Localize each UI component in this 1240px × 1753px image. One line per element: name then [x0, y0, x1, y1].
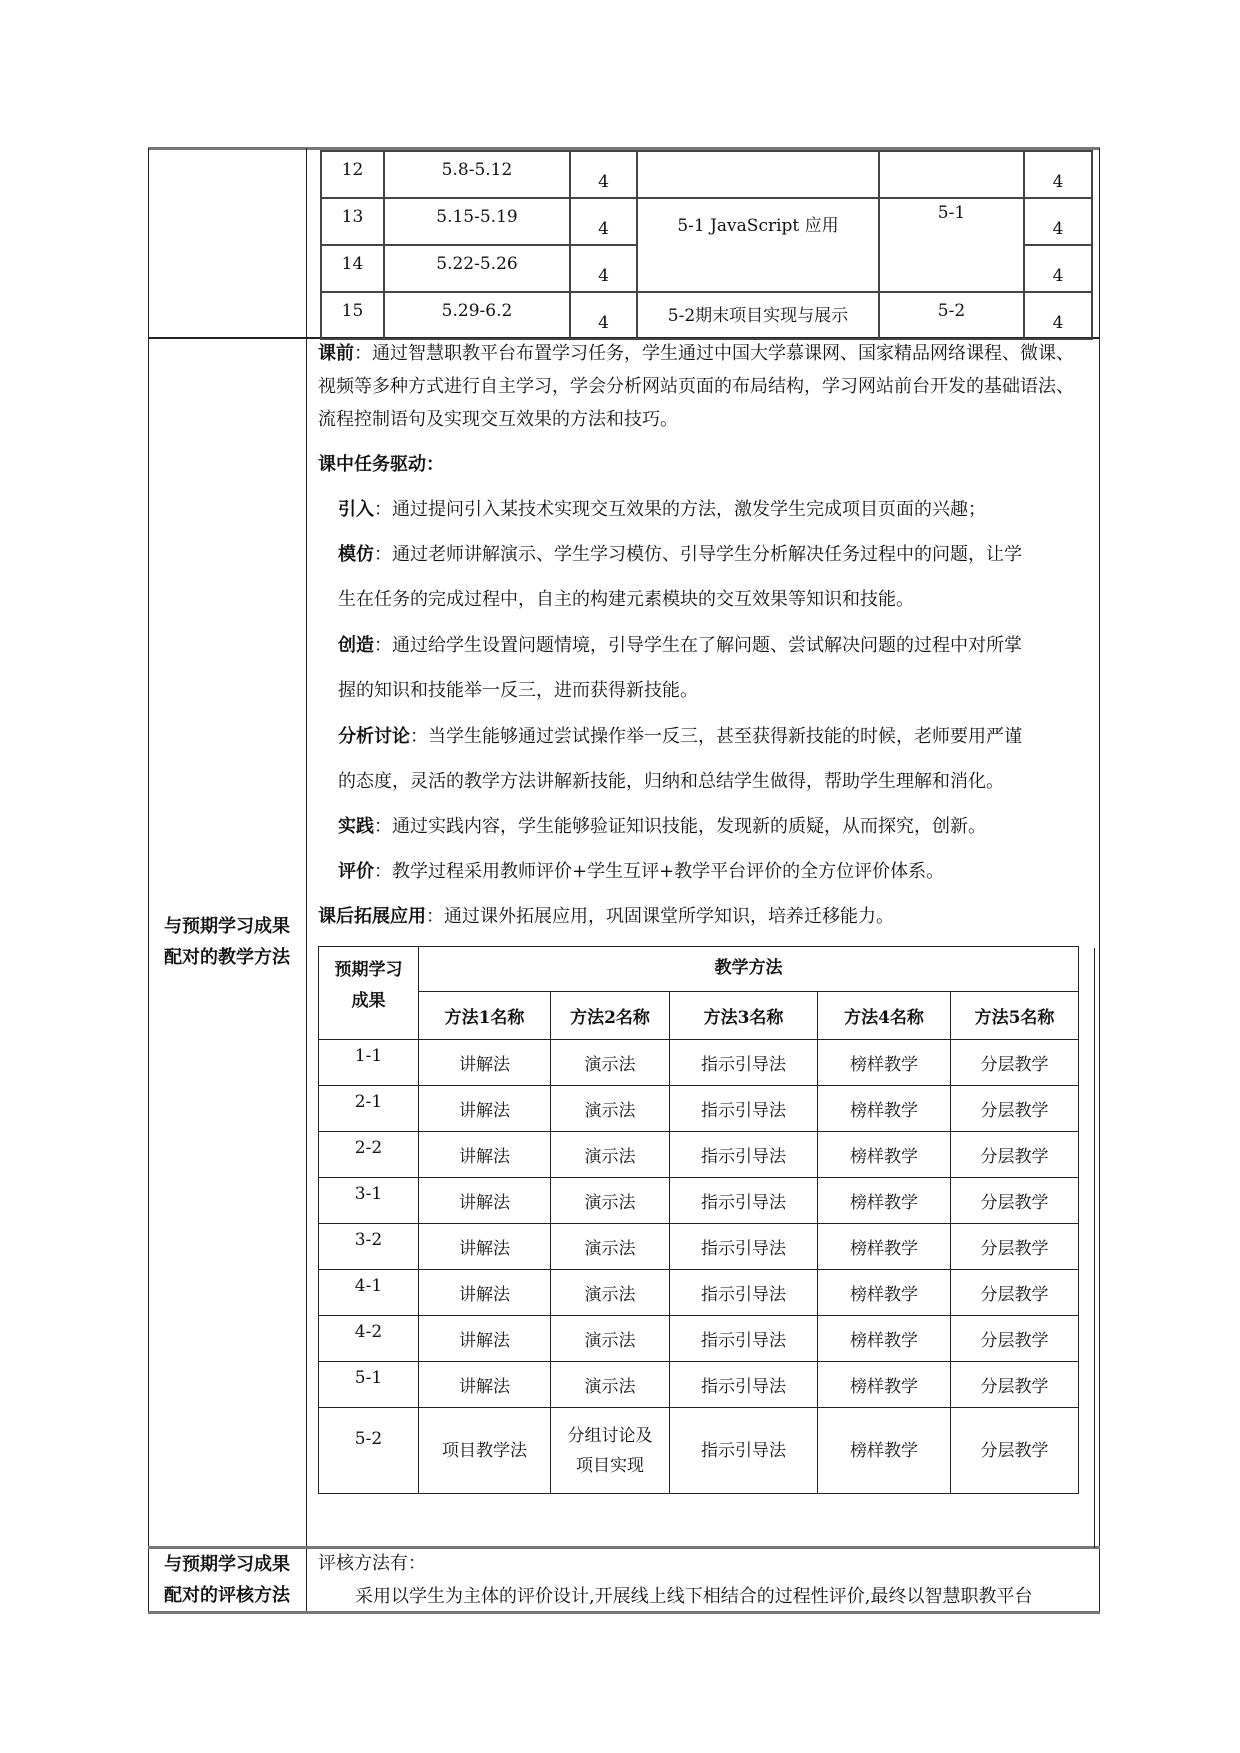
label-line: 与预期学习成果 — [164, 916, 290, 937]
practice-line — [338, 816, 986, 838]
imitate-line — [338, 544, 1022, 566]
method-cell: 分层教学 — [951, 1132, 1079, 1178]
schedule-table — [320, 150, 1093, 340]
table-row — [321, 198, 1092, 245]
method-column-header: 方法5名称 — [951, 992, 1079, 1040]
method-cell: 演示法 — [551, 1086, 670, 1132]
table-row — [319, 1408, 1079, 1494]
method-cell: 讲解法 — [419, 1224, 551, 1270]
method-cell: 指示引导法 — [670, 1040, 818, 1086]
outcome-cell: 3-1 — [319, 1178, 419, 1224]
hours-cell: 4 — [570, 245, 637, 292]
week-cell: 13 — [321, 198, 384, 245]
table-right-border — [1099, 148, 1100, 1614]
header-row — [319, 947, 1079, 992]
method-cell: 演示法 — [551, 1224, 670, 1270]
total-cell: 4 — [1024, 151, 1092, 198]
table-row — [321, 292, 1092, 339]
method-cell: 讲解法 — [419, 1178, 551, 1224]
method-cell: 讲解法 — [419, 1270, 551, 1316]
pre-class-line — [318, 343, 1074, 365]
hours-cell: 4 — [570, 198, 637, 245]
text-line: 的态度，灵活的教学方法讲解新技能，归纳和总结学生做得，帮助学生理解和消化。 — [338, 771, 1004, 792]
method-cell: 指示引导法 — [670, 1316, 818, 1362]
method-column-header: 方法3名称 — [670, 992, 818, 1040]
assessment-line: 采用以学生为主体的评价设计,开展线上线下相结合的过程性评价,最终以智慧职教平台 — [355, 1586, 1033, 1607]
text: ：通过实践内容，学生能够验证知识技能，发现新的质疑，从而探究，创新。 — [374, 816, 986, 837]
method-cell: 指示引导法 — [670, 1086, 818, 1132]
outcome-cell: 5-2 — [319, 1408, 419, 1494]
method-cell: 榜样教学 — [818, 1178, 951, 1224]
method-cell: 讲解法 — [419, 1132, 551, 1178]
table-row — [319, 1132, 1079, 1178]
table-row — [319, 1178, 1079, 1224]
label-line: 配对的评核方法 — [164, 1585, 290, 1606]
method-cell: 分层教学 — [951, 1224, 1079, 1270]
method-cell: 榜样教学 — [818, 1270, 951, 1316]
method-cell: 指示引导法 — [670, 1362, 818, 1408]
total-cell: 4 — [1024, 198, 1092, 245]
outcome-cell: 2-1 — [319, 1086, 419, 1132]
text: ：教学过程采用教师评价+学生互评+教学平台评价的全方位评价体系。 — [374, 861, 945, 882]
method-cell: 榜样教学 — [818, 1316, 951, 1362]
total-cell: 4 — [1024, 292, 1092, 339]
outcome-cell: 4-1 — [319, 1270, 419, 1316]
table-left-border — [148, 148, 149, 1614]
method-cell: 分层教学 — [951, 1316, 1079, 1362]
method-column-header: 方法1名称 — [419, 992, 551, 1040]
method-column-header: 方法2名称 — [551, 992, 670, 1040]
method-cell: 指示引导法 — [670, 1132, 818, 1178]
text: ：通过提问引入某技术实现交互效果的方法，激发学生完成项目页面的兴趣； — [374, 499, 986, 520]
title: 引入 — [338, 499, 374, 520]
week-cell: 12 — [321, 151, 384, 198]
method-cell: 分层教学 — [951, 1408, 1079, 1494]
assessment-line: 评核方法有： — [318, 1553, 426, 1574]
table-row — [321, 151, 1092, 198]
title: 模仿 — [338, 544, 374, 565]
title: 实践 — [338, 816, 374, 837]
hours-cell: 4 — [570, 151, 637, 198]
method-cell: 榜样教学 — [818, 1224, 951, 1270]
method-cell: 演示法 — [551, 1316, 670, 1362]
outcome-cell: 5-1 — [319, 1362, 419, 1408]
create-line — [338, 635, 1022, 657]
method-cell: 分层教学 — [951, 1362, 1079, 1408]
column-divider — [306, 148, 307, 1614]
text-line: 流程控制语句及实现交互效果的方法和技巧。 — [318, 409, 678, 430]
method-cell: 演示法 — [551, 1362, 670, 1408]
project-cell: 5-2期末项目实现与展示 — [637, 292, 879, 339]
method-cell: 指示引导法 — [670, 1178, 818, 1224]
method-cell: 项目教学法 — [419, 1408, 551, 1494]
method-cell: 分层教学 — [951, 1270, 1079, 1316]
method-cell: 分层教学 — [951, 1040, 1079, 1086]
title: 创造 — [338, 635, 374, 656]
evaluation-line — [338, 861, 944, 883]
method-cell: 榜样教学 — [818, 1086, 951, 1132]
method-cell: 讲解法 — [419, 1040, 551, 1086]
post-class-line — [318, 906, 894, 928]
dates-cell: 5.22-5.26 — [384, 245, 570, 292]
table-row — [319, 1224, 1079, 1270]
assessment-label — [148, 1549, 306, 1611]
method-cell: 分层教学 — [951, 1178, 1079, 1224]
week-cell: 14 — [321, 245, 384, 292]
outcome-cell: 3-2 — [319, 1224, 419, 1270]
method-cell: 演示法 — [551, 1132, 670, 1178]
method-group-header: 教学方法 — [419, 947, 1079, 992]
in-class-title: 课中任务驱动： — [318, 454, 444, 475]
table-row — [319, 1316, 1079, 1362]
label-line: 配对的教学方法 — [164, 947, 290, 968]
text: ：通过老师讲解演示、学生学习模仿、引导学生分析解决任务过程中的问题，让学 — [374, 544, 1022, 565]
methods-table — [318, 946, 1079, 1494]
method-cell: 榜样教学 — [818, 1362, 951, 1408]
method-cell: 榜样教学 — [818, 1132, 951, 1178]
inner-right-border — [1094, 948, 1095, 1548]
method-cell: 指示引导法 — [670, 1224, 818, 1270]
text-line: 生在任务的完成过程中，自主的构建元素模块的交互效果等知识和技能。 — [338, 589, 914, 610]
text: ：当学生能够通过尝试操作举一反三，甚至获得新技能的时候，老师要用严谨 — [410, 726, 1022, 747]
dates-cell: 5.15-5.19 — [384, 198, 570, 245]
outcome-cell: 1-1 — [319, 1040, 419, 1086]
table-row — [319, 1362, 1079, 1408]
method-cell: 讲解法 — [419, 1316, 551, 1362]
outcome-header: 预期学习成果 — [319, 947, 419, 1040]
method-cell: 分层教学 — [951, 1086, 1079, 1132]
method-cell: 榜样教学 — [818, 1040, 951, 1086]
outcome-cell: 5-2 — [879, 292, 1024, 339]
discussion-line — [338, 726, 1022, 748]
method-cell: 讲解法 — [419, 1086, 551, 1132]
title: 分析讨论 — [338, 726, 410, 747]
project-cell — [637, 151, 879, 198]
title: 评价 — [338, 861, 374, 882]
text: ：通过给学生设置问题情境，引导学生在了解问题、尝试解决问题的过程中对所掌 — [374, 635, 1022, 656]
method-cell: 演示法 — [551, 1270, 670, 1316]
dates-cell: 5.8-5.12 — [384, 151, 570, 198]
method-cell: 演示法 — [551, 1178, 670, 1224]
label-line: 与预期学习成果 — [164, 1554, 290, 1575]
table-row — [319, 1040, 1079, 1086]
pre-class-title: 课前 — [318, 343, 354, 364]
outcome-cell: 4-2 — [319, 1316, 419, 1362]
method-cell: 指示引导法 — [670, 1408, 818, 1494]
project-cell: 5-1 JavaScript 应用 — [637, 198, 879, 292]
outcome-cell — [879, 151, 1024, 198]
method-cell: 分组讨论及项目实现 — [551, 1408, 670, 1494]
outcome-cell: 2-2 — [319, 1132, 419, 1178]
title: 课后拓展应用 — [318, 906, 426, 927]
text-line: 握的知识和技能举一反三，进而获得新技能。 — [338, 680, 698, 701]
table-row — [319, 1270, 1079, 1316]
dates-cell: 5.29-6.2 — [384, 292, 570, 339]
outcome-cell: 5-1 — [879, 198, 1024, 292]
table-row — [319, 1086, 1079, 1132]
week-cell: 15 — [321, 292, 384, 339]
intro-line — [338, 499, 986, 521]
teaching-method-label — [148, 911, 306, 973]
method-cell: 指示引导法 — [670, 1270, 818, 1316]
table-bottom-border — [148, 1611, 1100, 1614]
header-row — [319, 992, 1079, 1040]
total-cell: 4 — [1024, 245, 1092, 292]
method-column-header: 方法4名称 — [818, 992, 951, 1040]
hours-cell: 4 — [570, 292, 637, 339]
method-cell: 演示法 — [551, 1040, 670, 1086]
text: ：通过课外拓展应用，巩固课堂所学知识，培养迁移能力。 — [426, 906, 894, 927]
text: ：通过智慧职教平台布置学习任务，学生通过中国大学慕课网、国家精品网络课程、微课、 — [354, 343, 1074, 364]
text-line: 视频等多种方式进行自主学习，学会分析网站页面的布局结构，学习网站前台开发的基础语法、 — [318, 376, 1074, 397]
method-cell: 榜样教学 — [818, 1408, 951, 1494]
method-cell: 讲解法 — [419, 1362, 551, 1408]
